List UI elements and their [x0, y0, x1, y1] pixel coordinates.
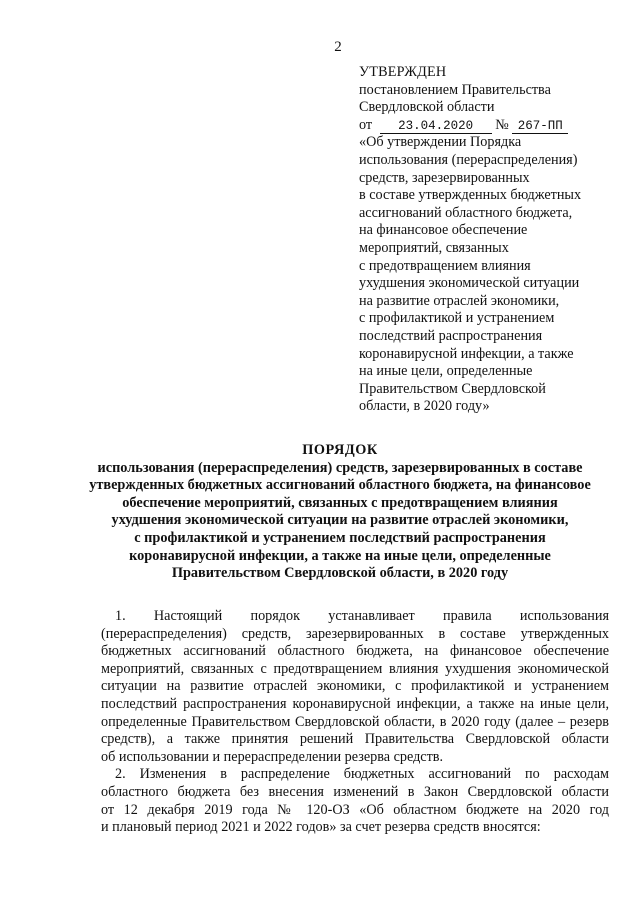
- approval-subject-line: средств, зарезервированных: [359, 169, 530, 186]
- approval-subject-line: ухудшения экономической ситуации: [359, 275, 580, 292]
- approval-date-line: [359, 117, 619, 135]
- title-line: обеспечение мероприятий, связанных с предотвращением влияния: [122, 494, 558, 511]
- document-title-block: [40, 442, 640, 583]
- approval-subject-line: Правительством Свердловской: [359, 380, 546, 397]
- number-prefix: №: [495, 116, 509, 133]
- approval-subject-line: на развитие отраслей экономики,: [359, 292, 560, 309]
- body-line: мероприятий, связанных с предотвращением влияния ухудшения экономической: [101, 660, 609, 677]
- approval-subject-line: ассигнований областного бюджета,: [359, 204, 573, 221]
- decree-date: 23.04.2020: [380, 119, 492, 134]
- approval-subject-line: последствий распространения: [359, 327, 543, 344]
- document-title: ПОРЯДОК: [302, 442, 378, 458]
- body-line: областного бюджета без внесения изменений в Закон Свердловской области: [101, 783, 609, 800]
- approval-heading: УТВЕРЖДЕН: [359, 64, 447, 80]
- body-line: 1. Настоящий порядок устанавливает правила использования: [115, 608, 609, 624]
- approval-subject-line: коронавирусной инфекции, а также: [359, 345, 574, 362]
- title-line: использования (перераспределения) средств, зарезервированных в составе: [97, 459, 583, 476]
- approval-subject-line: «Об утверждении Порядка: [359, 134, 522, 151]
- body-line: последствий распространения коронавирусной инфекции, а также на иные цели,: [101, 695, 609, 712]
- body-line: средств), а также принятия решений Правительства Свердловской области: [101, 731, 609, 748]
- paragraph-1: [101, 608, 609, 766]
- paragraph-2: [101, 766, 609, 836]
- approval-line: Свердловской области: [359, 99, 495, 116]
- page-number: 2: [334, 39, 342, 55]
- body-line: бюджетных ассигнований областного бюджета, на финансовое обеспечение: [101, 643, 609, 660]
- title-line: коронавирусной инфекции, а также на иные цели, определенные: [129, 547, 551, 564]
- approval-subject-line: мероприятий, связанных: [359, 239, 509, 256]
- body-line: и плановый период 2021 и 2022 годов» за счет резерва средств вносятся:: [101, 819, 541, 836]
- decree-number: 267-ПП: [512, 119, 568, 134]
- approval-subject-line: использования (перераспределения): [359, 151, 578, 168]
- title-line: ухудшения экономической ситуации на развитие отраслей экономики,: [111, 512, 569, 529]
- title-line: с профилактикой и устранением последствий распространения: [134, 529, 546, 546]
- approval-subject-line: области, в 2020 году»: [359, 398, 490, 415]
- body-line: 2. Изменения в распределение бюджетных ассигнований по расходам: [115, 766, 609, 783]
- body-line: об использовании и перераспределении резерва средств.: [101, 748, 444, 765]
- approval-subject-line: на иные цели, определенные: [359, 363, 533, 380]
- body-line: (перераспределения) средств, зарезервированных в составе утвержденных: [101, 625, 609, 642]
- approval-stamp-block: [359, 64, 619, 416]
- approval-subject-line: с профилактикой и устранением: [359, 310, 555, 327]
- title-line: утвержденных бюджетных ассигнований областного бюджета, на финансовое: [89, 477, 591, 494]
- title-line: Правительством Свердловской области, в 2020 году: [171, 565, 509, 582]
- date-prefix: от: [359, 116, 373, 133]
- body-line: от 12 декабря 2019 года № 120-ОЗ «Об областном бюджете на 2020 год: [101, 801, 609, 818]
- approval-line: постановлением Правительства: [359, 81, 551, 98]
- approval-subject-line: в составе утвержденных бюджетных: [359, 187, 582, 204]
- approval-subject-line: с предотвращением влияния: [359, 257, 531, 274]
- body-line: определенные Правительством Свердловской области, в 2020 году (далее – резерв: [101, 713, 609, 730]
- body-text: [101, 608, 609, 837]
- approval-subject-line: на финансовое обеспечение: [359, 222, 528, 239]
- body-line: ситуации на развитие отраслей экономики, с профилактикой и устранением: [101, 678, 609, 695]
